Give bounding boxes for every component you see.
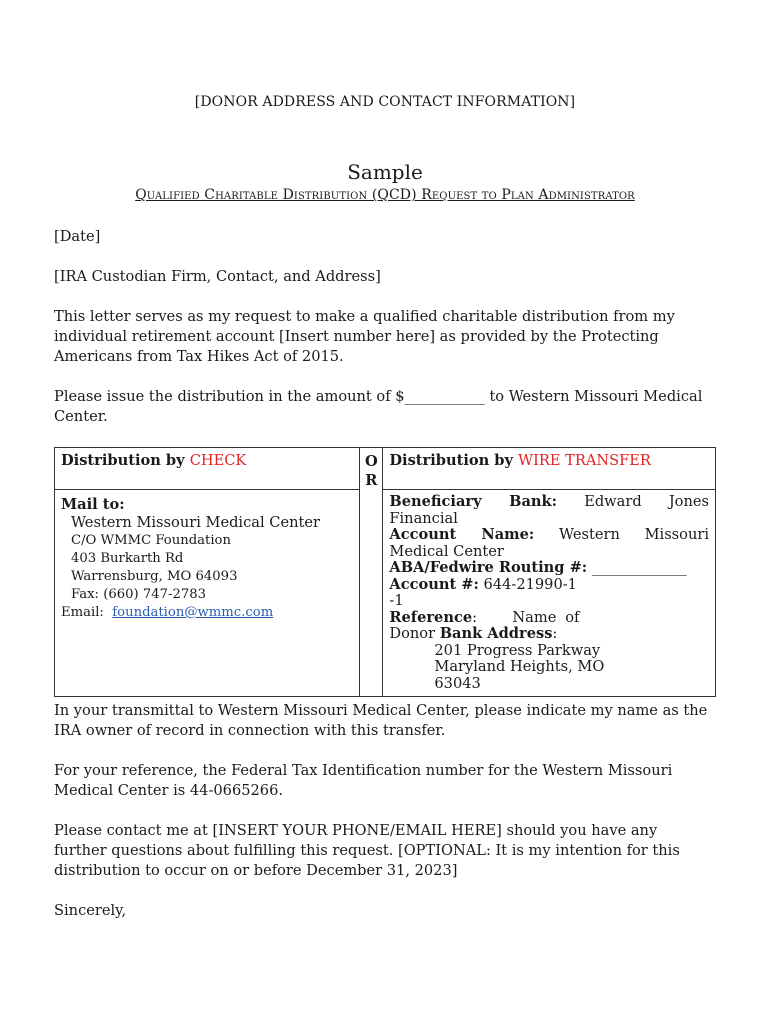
tax-id-paragraph: For your reference, the Federal Tax Identification number for the Western Missouri Medical Center is 44-0665266.	[54, 762, 673, 799]
bank-address-line-2: Maryland Heights, MO	[434, 658, 605, 675]
account-name-value: Western Missouri Medical Center	[389, 526, 710, 560]
mail-street: 403 Burkarth Rd	[71, 551, 184, 566]
email-label: Email:	[61, 605, 104, 620]
mail-fax: Fax: (660) 747-2783	[71, 587, 207, 602]
account-number-line	[389, 577, 579, 610]
mail-city: Warrensburg, MO 64093	[71, 569, 238, 584]
routing-line	[389, 560, 709, 577]
reference-line: Reference: Name of Donor Bank Address:	[389, 608, 580, 642]
wire-header-prefix: Distribution by	[389, 452, 519, 469]
wire-cell	[383, 490, 716, 697]
table-body-row	[55, 490, 716, 697]
email-link[interactable]: foundation@wmmc.com	[112, 605, 274, 620]
or-letter-r: R	[365, 472, 378, 489]
bank-address-line-3: 63043	[434, 674, 481, 692]
routing-value: _____________	[591, 559, 687, 576]
beneficiary-bank-label: Beneficiary Bank:	[389, 493, 558, 510]
table-header-row	[55, 448, 716, 490]
wire-header-cell	[383, 448, 716, 490]
account-number-value: 644-21990-1-1	[389, 575, 577, 609]
check-method-label: CHECK	[189, 452, 247, 469]
date-line: [Date]	[54, 228, 101, 245]
contact-paragraph: Please contact me at [INSERT YOUR PHONE/EMAIL HERE] should you have any further questions about fulfilling this request. [OPTIONAL: It is my intention for this distribution to occur on or before December 31, 2023]	[54, 822, 680, 879]
reference-label: Reference	[389, 608, 473, 626]
custodian-line: [IRA Custodian Firm, Contact, and Address]	[54, 268, 381, 285]
intro-paragraph: This letter serves as my request to make a qualified charitable distribution from my individual retirement account [Insert number here] as provided by the Protecting Americans from Tax Hikes Act of 2015.	[54, 308, 675, 365]
or-letter-o: O	[364, 453, 378, 470]
account-name-label: Account Name:	[389, 526, 535, 543]
mail-cell	[55, 490, 360, 697]
account-number-label: Account #:	[389, 575, 479, 593]
sample-title: Sample	[347, 160, 423, 184]
beneficiary-bank-line	[389, 494, 709, 527]
routing-label: ABA/Fedwire Routing #:	[389, 559, 588, 576]
beneficiary-bank-value: Edward Jones Financial	[389, 493, 709, 527]
bank-address-label: Bank Address	[439, 625, 553, 642]
document-subtitle: Qualified Charitable Distribution (QCD) Request to Plan Administrator	[135, 187, 635, 203]
account-name-line	[389, 527, 709, 560]
mail-to-label: Mail to:	[61, 496, 125, 513]
or-divider-cell	[360, 448, 383, 697]
wire-method-label: WIRE TRANSFER	[518, 452, 651, 469]
mail-org: Western Missouri Medical Center	[71, 514, 320, 531]
transmittal-paragraph: In your transmittal to Western Missouri Medical Center, please indicate my name as the IRA owner of record in connection with this transfer.	[54, 702, 708, 739]
mail-care-of: C/O WMMC Foundation	[71, 533, 231, 548]
amount-paragraph: Please issue the distribution in the amount of $___________ to Western Missouri Medical Center.	[54, 388, 703, 425]
check-header-prefix: Distribution by	[61, 452, 190, 469]
reference-value: Name of Donor	[389, 608, 580, 642]
bank-address-line-1: 201 Progress Parkway	[434, 641, 601, 659]
closing-line: Sincerely,	[54, 902, 127, 919]
check-header-cell	[55, 448, 360, 490]
donor-contact-header: [DONOR ADDRESS AND CONTACT INFORMATION]	[194, 94, 576, 110]
mail-email-line	[61, 604, 353, 622]
distribution-table	[54, 447, 716, 697]
